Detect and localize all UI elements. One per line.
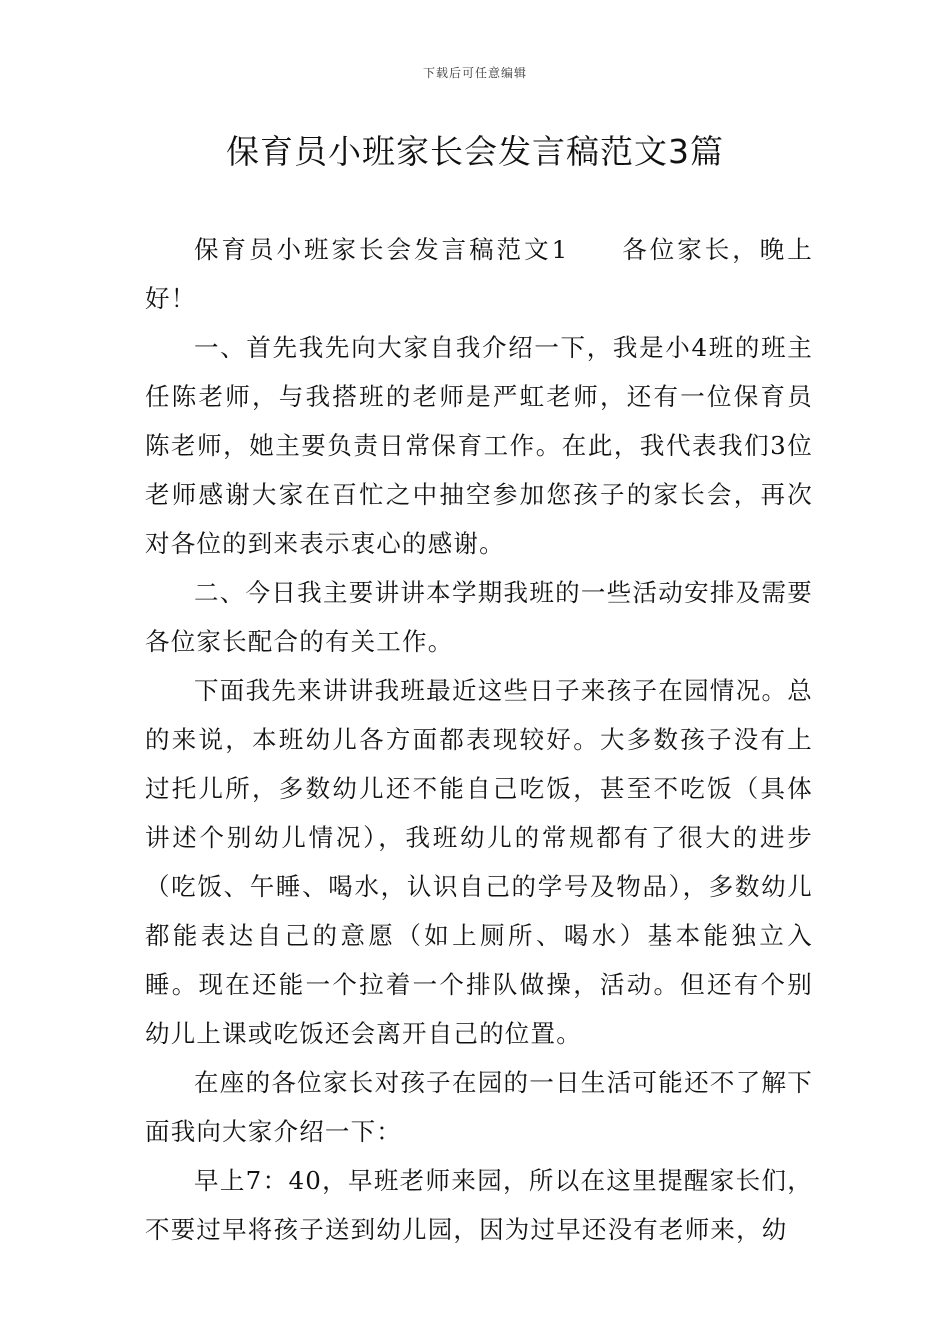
document-body <box>145 225 813 1254</box>
paragraph-5: 在座的各位家长对孩子在园的一日生活可能还不了解下面我向大家介绍一下： <box>145 1068 813 1146</box>
header-note: 下载后可任意编辑 <box>422 66 527 80</box>
paragraph-4: 下面我先来讲讲我班最近这些日子来孩子在园情况。总的来说，本班幼儿各方面都表现较好。大多数孩子没有上过托儿所，多数幼儿还不能自己吃饭，甚至不吃饭（具体讲述个别幼儿情况），我班幼儿的常规都有了很大的进步（吃饭、午睡、喝水，认识自己的学号及物品），多数幼儿都能表达自己的意愿（如上厕所、喝水）基本能独立入睡。现在还能一个拉着一个排队做操，活动。但还有个别幼儿上课或吃饭还会离开自己的位置。 <box>145 676 813 1048</box>
section-heading: 保育员小班家长会发言稿范文1 <box>194 235 569 264</box>
paragraph-3: 二、今日我主要讲讲本学期我班的一些活动安排及需要各位家长配合的有关工作。 <box>145 578 813 656</box>
paragraph-1 <box>145 225 813 323</box>
greeting: 各位家长，晚上好！ <box>145 235 813 313</box>
paragraph-2: 一、首先我先向大家自我介绍一下，我是小4班的班主任陈老师，与我搭班的老师是严虹老师，还有一位保育员陈老师，她主要负责日常保育工作。在此，我代表我们3位老师感谢大家在百忙之中抽空参加您孩子的家长会，再次对各位的到来表示衷心的感谢。 <box>145 333 813 558</box>
document-title: 保育员小班家长会发言稿范文3篇 <box>226 132 724 171</box>
paragraph-6: 早上7：40，早班老师来园，所以在这里提醒家长们，不要过早将孩子送到幼儿园，因为过早还没有老师来，幼 <box>145 1166 813 1244</box>
